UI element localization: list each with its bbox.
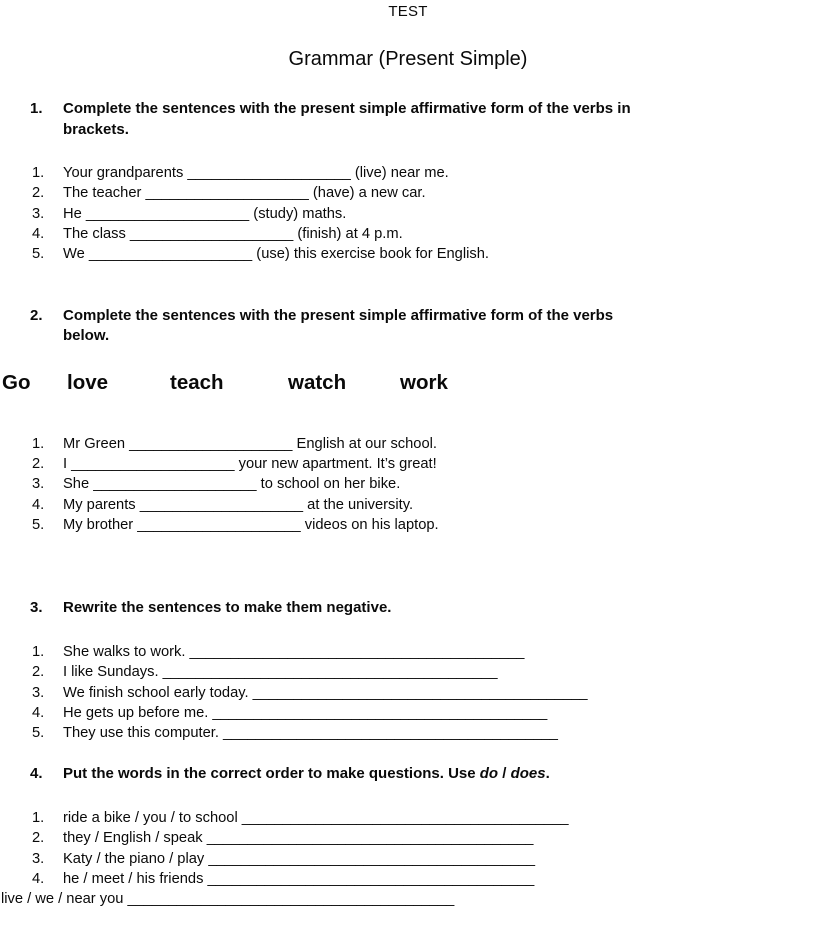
item-text: The teacher ____________________ (have) a new car. [63, 185, 426, 202]
item-text: Your grandparents ____________________ (live) near me. [63, 165, 449, 182]
item-text: Katy / the piano / play ________________________________________ [63, 850, 536, 867]
item-text: Mr Green ____________________ English at our school. [63, 435, 437, 452]
section-3-heading [0, 598, 816, 619]
section-2-heading-line1: Complete the sentences with the present simple affirmative form of the verbs [63, 306, 614, 324]
section-2-heading [0, 306, 816, 347]
exercise-item [0, 183, 816, 203]
exercise-item [0, 434, 816, 454]
item-number: 5. [32, 246, 45, 263]
item-text: He gets up before me. _________________________________________ [63, 704, 548, 721]
item-number: 4. [32, 870, 45, 887]
heading-text-part: / [498, 765, 511, 783]
exercise-item [0, 204, 816, 224]
exercise-item [0, 163, 816, 183]
item-number: 2. [32, 185, 45, 202]
exercise-item [0, 454, 816, 474]
item-number: 1. [32, 643, 45, 660]
item-text: I ____________________ your new apartment. It’s great! [63, 456, 437, 473]
item-number: 1. [32, 810, 45, 827]
exercise-item [0, 224, 816, 244]
section-4-heading-text [63, 764, 816, 785]
exercise-item [0, 828, 816, 848]
item-text: My parents ____________________ at the university. [63, 496, 414, 513]
heading-text-part: Put the words in the correct order to make questions. Use [63, 765, 480, 783]
item-number: 4. [32, 226, 45, 243]
doc-subtitle: Grammar (Present Simple) [288, 48, 528, 70]
word-bank [0, 370, 816, 396]
item-number: 3. [32, 684, 45, 701]
item-text: My brother ____________________ videos on his laptop. [63, 517, 439, 534]
item-number: 2. [32, 830, 45, 847]
section-2-items [0, 434, 816, 535]
item-number: 2. [32, 456, 45, 473]
item-text: He ____________________ (study) maths. [63, 205, 347, 222]
word-bank-word: teach [170, 370, 224, 394]
section-3-heading-text: Rewrite the sentences to make them negative. [63, 599, 392, 617]
item-number: 1. [32, 165, 45, 182]
item-number: 3. [32, 850, 45, 867]
section-1-items [0, 163, 816, 264]
exercise-item [0, 662, 816, 682]
item-number: 4. [32, 704, 45, 721]
heading-italic-does: does [510, 765, 546, 783]
exercise-item [0, 683, 816, 703]
item-number: 5. [32, 725, 45, 742]
item-text: She walks to work. _________________________________________ [63, 643, 525, 660]
exercise-item [0, 723, 816, 743]
exercise-item [0, 244, 816, 264]
item-number: 1. [32, 435, 45, 452]
item-text: The class ____________________ (finish) at 4 p.m. [63, 226, 403, 243]
item-text: he / meet / his friends ________________________________________ [63, 870, 535, 887]
word-bank-word: love [67, 370, 109, 394]
word-bank-word: Go [2, 370, 31, 394]
item-text: They use this computer. _________________________________________ [63, 725, 558, 742]
item-text: We finish school early today. _________________________________________ [63, 684, 588, 701]
item-text: We ____________________ (use) this exercise book for English. [63, 246, 489, 263]
item-text: She ____________________ to school on her bike. [63, 476, 401, 493]
item-text: I like Sundays. _________________________________________ [63, 664, 498, 681]
section-4-items [0, 808, 816, 889]
item-number: 4. [32, 496, 45, 513]
heading-italic-do: do [479, 765, 499, 783]
section-1-heading-line1: Complete the sentences with the present simple affirmative form of the verbs in [63, 100, 631, 117]
item-number: 3. [32, 476, 45, 493]
word-bank-word: watch [288, 370, 347, 394]
item-number: 2. [32, 664, 45, 681]
exercise-item [0, 808, 816, 828]
item-number: 3. [32, 205, 45, 222]
heading-text-part: . [545, 765, 550, 783]
exercise-item [0, 869, 816, 889]
section-1-number: 1. [30, 100, 43, 117]
exercise-item [0, 849, 816, 869]
exercise-item [0, 515, 816, 535]
item-text: they / English / speak ________________________________________ [63, 830, 534, 847]
word-bank-word: work [400, 370, 448, 394]
section-1-heading-line2: brackets. [63, 120, 129, 138]
item-text: ride a bike / you / to school ________________________________________ [63, 810, 569, 827]
section-4-number: 4. [30, 765, 43, 783]
doc-title: TEST [388, 3, 428, 20]
section-4-heading [0, 764, 816, 785]
exercise-item [0, 495, 816, 515]
exercise-item [0, 703, 816, 723]
section-3-number: 3. [30, 599, 43, 617]
item-number: 5. [32, 517, 45, 534]
section-2-number: 2. [30, 306, 43, 324]
exercise-item [0, 474, 816, 494]
section-3-items [0, 642, 816, 743]
exercise-item [0, 642, 816, 662]
section-4-overflow-item: live / we / near you ________________________________________ [1, 891, 455, 908]
section-1-heading [0, 99, 816, 140]
section-2-heading-line2: below. [63, 327, 110, 345]
